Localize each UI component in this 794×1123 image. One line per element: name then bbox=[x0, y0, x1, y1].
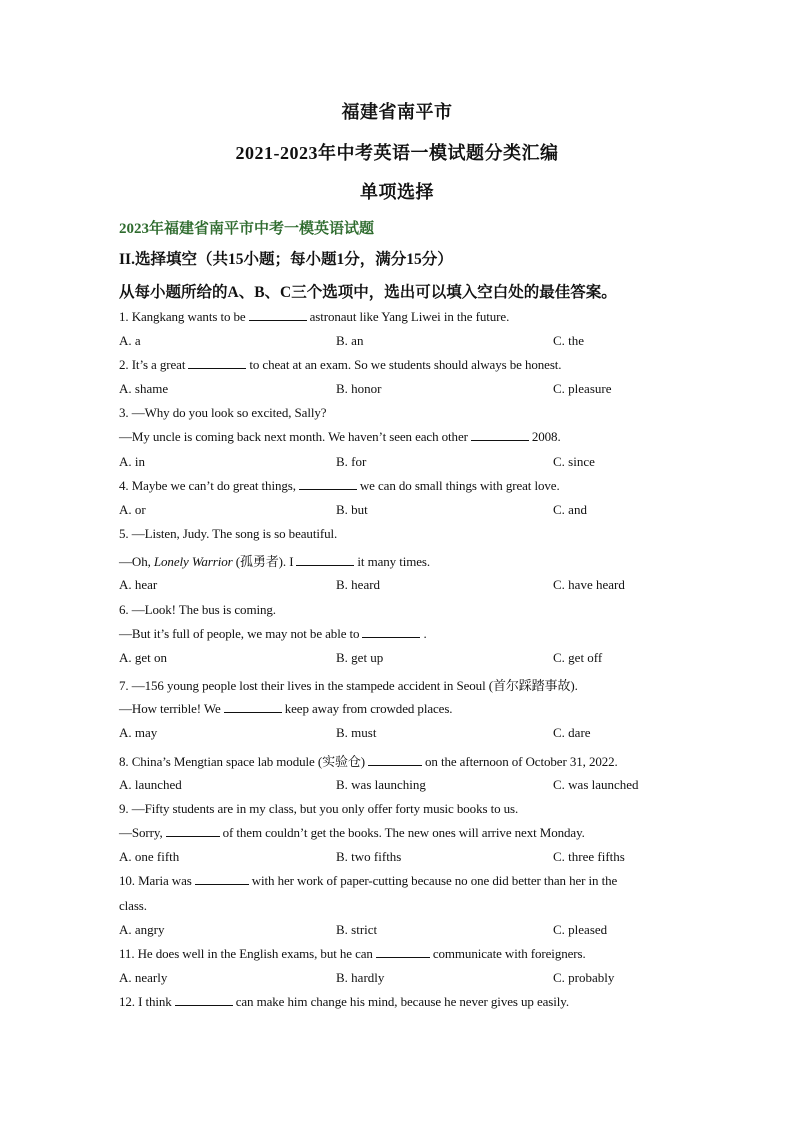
option-a: A. shame bbox=[119, 381, 169, 396]
question-3-line1: 3. —Why do you look so excited, Sally? bbox=[119, 405, 327, 420]
question-5-line1: 5. —Listen, Judy. The song is so beautiful. bbox=[119, 526, 338, 541]
option-a: A. a bbox=[119, 333, 141, 348]
option-b: B. strict bbox=[336, 922, 378, 937]
option-a: A. launched bbox=[119, 777, 182, 792]
answer-blank bbox=[249, 319, 307, 321]
answer-blank bbox=[188, 367, 246, 369]
exam-source-heading: 2023年福建省南平市中考一模英语试题 bbox=[119, 221, 375, 237]
question-6-line2: —But it’s full of people, we may not be able to . bbox=[119, 626, 427, 641]
option-c: C. get off bbox=[553, 650, 603, 665]
title-region: 福建省南平市 bbox=[341, 102, 453, 122]
option-b: B. heard bbox=[336, 577, 381, 592]
question-10-line1: 10. Maria was with her work of paper-cutting because no one did better than her in the bbox=[119, 873, 618, 888]
part-heading: II.选择填空（共15小题；每小题1分，满分15分） bbox=[119, 251, 453, 268]
question-4: 4. Maybe we can’t do great things, we can do small things with great love. bbox=[119, 478, 560, 493]
answer-blank bbox=[299, 488, 357, 490]
question-6-line1: 6. —Look! The bus is coming. bbox=[119, 602, 276, 617]
option-a: A. one fifth bbox=[119, 849, 180, 864]
answer-blank bbox=[224, 711, 282, 713]
question-5-line2: —Oh, Lonely Warrior (孤勇者). I it many times. bbox=[119, 554, 431, 569]
option-a: A. get on bbox=[119, 650, 168, 665]
option-a: A. hear bbox=[119, 577, 158, 592]
answer-blank bbox=[362, 636, 420, 638]
question-11: 11. He does well in the English exams, but he can communicate with foreigners. bbox=[119, 946, 586, 961]
instruction-text: 从每小题所给的A、B、C三个选项中，选出可以填入空白处的最佳答案。 bbox=[119, 284, 617, 301]
answer-blank bbox=[175, 1004, 233, 1006]
option-c: C. since bbox=[553, 454, 595, 469]
option-b: B. but bbox=[336, 502, 368, 517]
option-b: B. for bbox=[336, 454, 367, 469]
title-main: 2021-2023年中考英语一模试题分类汇编 bbox=[235, 143, 559, 163]
question-10-line2: class. bbox=[119, 898, 147, 913]
option-c: C. dare bbox=[553, 725, 591, 740]
option-b: B. hardly bbox=[336, 970, 385, 985]
option-c: C. pleasure bbox=[553, 381, 612, 396]
option-c: C. the bbox=[553, 333, 585, 348]
option-c: C. pleased bbox=[553, 922, 608, 937]
option-a: A. or bbox=[119, 502, 146, 517]
answer-blank bbox=[471, 439, 529, 441]
option-c: C. have heard bbox=[553, 577, 625, 592]
option-a: A. angry bbox=[119, 922, 165, 937]
option-b: B. an bbox=[336, 333, 364, 348]
option-b: B. honor bbox=[336, 381, 382, 396]
question-3-line2: —My uncle is coming back next month. We haven’t seen each other 2008. bbox=[119, 429, 561, 444]
question-9-line1: 9. —Fifty students are in my class, but you only offer forty music books to us. bbox=[119, 801, 519, 816]
option-b: B. get up bbox=[336, 650, 384, 665]
option-c: C. and bbox=[553, 502, 587, 517]
question-8: 8. China’s Mengtian space lab module (实验仓) on the afternoon of October 31, 2022. bbox=[119, 754, 618, 769]
question-7-line1: 7. —156 young people lost their lives in the stampede accident in Seoul (首尔踩踏事故). bbox=[119, 678, 578, 693]
option-b: B. was launching bbox=[336, 777, 426, 792]
option-a: A. nearly bbox=[119, 970, 168, 985]
question-2: 2. It’s a great to cheat at an exam. So we students should always be honest. bbox=[119, 357, 562, 372]
option-c: C. was launched bbox=[553, 777, 639, 792]
question-1: 1. Kangkang wants to be astronaut like Yang Liwei in the future. bbox=[119, 309, 510, 324]
option-b: B. must bbox=[336, 725, 377, 740]
option-c: C. three fifths bbox=[553, 849, 625, 864]
option-a: A. in bbox=[119, 454, 145, 469]
answer-blank bbox=[296, 564, 354, 566]
question-12: 12. I think can make him change his mind, because he never gives up easily. bbox=[119, 994, 569, 1009]
question-7-line2: —How terrible! We keep away from crowded places. bbox=[119, 701, 453, 716]
option-b: B. two fifths bbox=[336, 849, 402, 864]
answer-blank bbox=[368, 764, 422, 766]
answer-blank bbox=[376, 956, 430, 958]
option-c: C. probably bbox=[553, 970, 615, 985]
question-9-line2: —Sorry, of them couldn’t get the books. The new ones will arrive next Monday. bbox=[119, 825, 585, 840]
option-a: A. may bbox=[119, 725, 158, 740]
answer-blank bbox=[166, 835, 220, 837]
answer-blank bbox=[195, 883, 249, 885]
title-section: 单项选择 bbox=[360, 182, 434, 202]
